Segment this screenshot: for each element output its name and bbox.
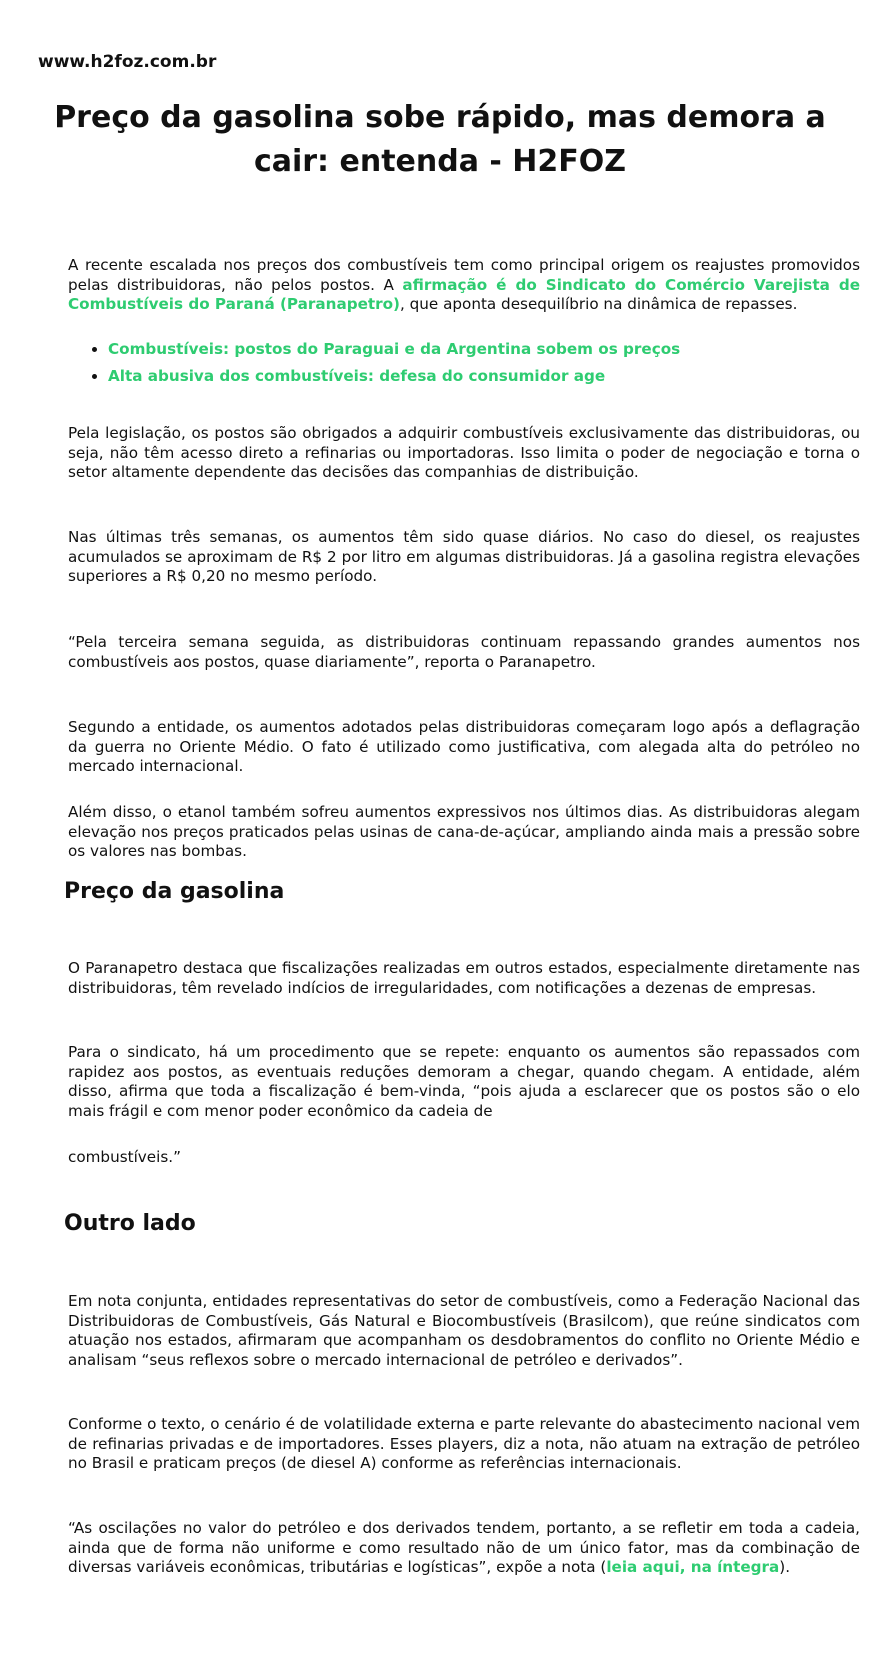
leia-aqui-link[interactable]: leia aqui, na íntegra	[606, 1558, 780, 1576]
heading-preco-gasolina: Preço da gasolina	[64, 879, 285, 904]
paragraph-quote-paranapetro: “Pela terceira semana seguida, as distribuidoras continuam repassando grandes aumentos nos combustíveis aos postos, quase diariamente”, reporta o Paranapetro.	[68, 633, 860, 671]
page-title: Preço da gasolina sobe rápido, mas demora a cair: entenda - H2FOZ	[54, 100, 826, 179]
list-item	[108, 336, 860, 363]
paragraph-combustiveis-end: combustíveis.”	[68, 1148, 181, 1166]
related-link-paraguai-argentina[interactable]: Combustíveis: postos do Paraguai e da Argentina sobem os preços	[108, 340, 681, 358]
site-url: www.h2foz.com.br	[38, 52, 217, 72]
paragraph-nota-conjunta: Em nota conjunta, entidades representativas do setor de combustíveis, como a Federação Nacional das Distribuidoras de Combustíveis, Gás Natural e Biocombustíveis (Brasilcom), que reúne sindicatos com atuação nos estados, afirmaram que acompanham os desdobramentos do conflito no Oriente Médio e analisam “seus reflexos sobre o mercado internacional de petróleo e derivados”.	[68, 1292, 860, 1369]
related-link-defesa-consumidor[interactable]: Alta abusiva dos combustíveis: defesa do consumidor age	[108, 367, 606, 385]
intro-text-before: A recente escalada nos preços dos combustíveis tem como principal origem os reajustes promovidos pelas distribuidoras, não pelos postos. A	[68, 256, 860, 294]
intro-text-after: , que aponta desequilíbrio na dinâmica de repasses.	[400, 295, 798, 313]
paragraph-etanol: Além disso, o etanol também sofreu aumentos expressivos nos últimos dias. As distribuidoras alegam elevação nos preços praticados pelas usinas de cana-de-açúcar, ampliando ainda mais a pressão sobre os valores nas bombas.	[68, 803, 860, 860]
heading-outro-lado: Outro lado	[64, 1211, 196, 1236]
last-text-before: “As oscilações no valor do petróleo e dos derivados tendem, portanto, a se refletir em toda a cadeia, ainda que de forma não uniforme e como resultado não de um único fator, mas da combinação de diversas variáveis econômicas, tributárias e logísticas”, expõe a nota (	[68, 1519, 860, 1576]
paragraph-aumentos: Nas últimas três semanas, os aumentos têm sido quase diários. No caso do diesel, os reajustes acumulados se aproximam de R$ 2 por litro em algumas distribuidoras. Já a gasolina registra elevações superiores a R$ 0,20 no mesmo período.	[68, 528, 860, 585]
list-item	[108, 363, 860, 390]
related-links-list	[68, 336, 860, 390]
paragraph-sindicato: Para o sindicato, há um procedimento que se repete: enquanto os aumentos são repassados com rapidez aos postos, as eventuais reduções demoram a chegar, quando chegam. A entidade, além disso, afirma que toda a fiscalização é bem-vinda, “pois ajuda a esclarecer que os postos são o elo mais frágil e com menor poder econômico da cadeia de	[68, 1043, 860, 1120]
paranapetro-link[interactable]: afirmação é do Sindicato do Comércio Varejista de Combustíveis do Paraná (Paranapetro)	[68, 275, 860, 313]
paragraph-fiscalizacoes: O Paranapetro destaca que fiscalizações realizadas em outros estados, especialmente diretamente nas distribuidoras, têm revelado indícios de irregularidades, com notificações a dezenas de empresas.	[68, 959, 860, 997]
paragraph-legislacao: Pela legislação, os postos são obrigados a adquirir combustíveis exclusivamente das distribuidoras, ou seja, não têm acesso direto a refinarias ou importadoras. Isso limita o poder de negociação e torna o setor altamente dependente das decisões das companhias de distribuição.	[68, 424, 860, 481]
paragraph-volatilidade: Conforme o texto, o cenário é de volatilidade externa e parte relevante do abastecimento nacional vem de refinarias privadas e de importadores. Esses players, diz a nota, não atuam na extração de petróleo no Brasil e praticam preços (de diesel A) conforme as referências internacionais.	[68, 1415, 860, 1472]
paragraph-oriente-medio: Segundo a entidade, os aumentos adotados pelas distribuidoras começaram logo após a deflagração da guerra no Oriente Médio. O fato é utilizado como justificativa, com alegada alta do petróleo no mercado internacional.	[68, 718, 860, 775]
last-text-after: ).	[779, 1558, 791, 1576]
intro-paragraph	[68, 256, 860, 315]
paragraph-oscilacoes	[68, 1519, 860, 1578]
